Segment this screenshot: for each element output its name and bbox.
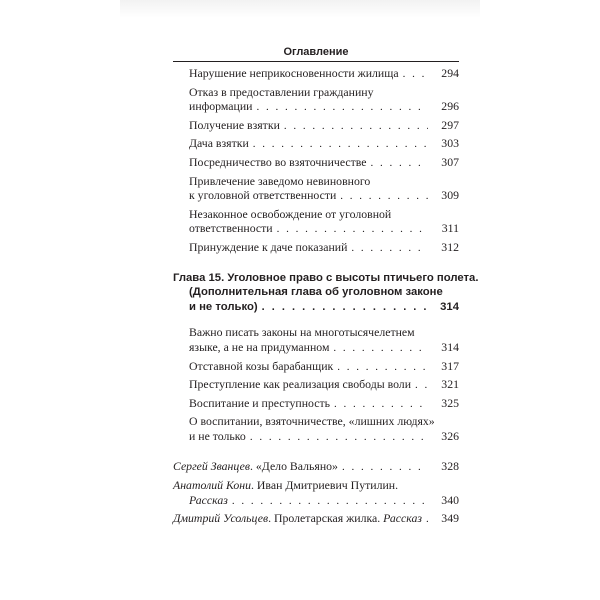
- page-number: 325: [441, 395, 459, 410]
- toc-entry[interactable]: Важно писать законы на многотысячелетнем языке, а не на придуманном . . . 314: [173, 325, 459, 354]
- appendix-entry[interactable]: Сергей Званцев. «Дело Вальяно» . . . 328: [173, 459, 459, 474]
- page-number: 314: [441, 339, 459, 354]
- page-number: 309: [441, 188, 459, 203]
- table-of-contents: [173, 66, 479, 526]
- toc-entry[interactable]: Отставной козы барабанщик . . . 317: [173, 359, 459, 374]
- page-number: 321: [441, 377, 459, 392]
- page-number: 296: [441, 99, 459, 114]
- appendix-entry[interactable]: Анатолий Кони. Иван Дмитриевич Путилин. Рассказ . . . 340: [173, 478, 459, 507]
- appendix-entry[interactable]: Дмитрий Усольцев. Пролетарская жилка. Рассказ . . . 349: [173, 511, 459, 526]
- toc-entry[interactable]: Получение взятки . . . 297: [173, 118, 459, 133]
- author-name: Анатолий Кони: [173, 478, 252, 493]
- page-number: 314: [440, 300, 459, 313]
- toc-entry[interactable]: Нарушение неприкосновенности жилища . . . 294: [173, 66, 459, 81]
- page-number: 317: [441, 358, 459, 373]
- toc-entry[interactable]: Привлечение заведомо невиновного к уголовной ответственности . . . 309: [173, 174, 459, 203]
- page-number: 303: [441, 136, 459, 151]
- toc-entry[interactable]: Незаконное освобождение от уголовной ответственности . . . 311: [173, 207, 459, 236]
- running-head: Оглавление: [283, 46, 349, 58]
- page-number: 311: [441, 221, 459, 236]
- page-number: 349: [441, 511, 459, 526]
- header-rule: [173, 61, 459, 62]
- binding-shadow: [120, 0, 480, 18]
- toc-entry[interactable]: Воспитание и преступность . . . 325: [173, 396, 459, 411]
- page-number: 326: [441, 428, 459, 443]
- author-name: Сергей Званцев: [173, 459, 250, 474]
- page-number: 294: [441, 66, 459, 80]
- toc-entry[interactable]: О воспитании, взяточничестве, «лишних людях» и не только . . . 326: [173, 414, 459, 443]
- toc-entry[interactable]: Посредничество во взяточничестве . . . 307: [173, 155, 459, 170]
- author-name: Дмитрий Усольцев: [173, 511, 269, 526]
- toc-entry[interactable]: Принуждение к даче показаний . . . 312: [173, 240, 459, 255]
- toc-entry[interactable]: Преступление как реализация свободы воли . . . 321: [173, 377, 459, 392]
- page-number: 307: [441, 154, 459, 169]
- toc-entry[interactable]: Отказ в предоставлении гражданину информации . . . 296: [173, 85, 459, 114]
- chapter-heading[interactable]: Глава 15. Уголовное право с высоты птичьего полета. (Дополнительная глава об уголовном законе и не только) . . . 314: [173, 271, 459, 315]
- toc-entry[interactable]: Дача взятки . . . 303: [173, 136, 459, 151]
- page-number: 340: [441, 492, 459, 507]
- page-number: 297: [441, 117, 459, 132]
- page-number: 312: [441, 239, 459, 254]
- page-number: 328: [441, 459, 459, 474]
